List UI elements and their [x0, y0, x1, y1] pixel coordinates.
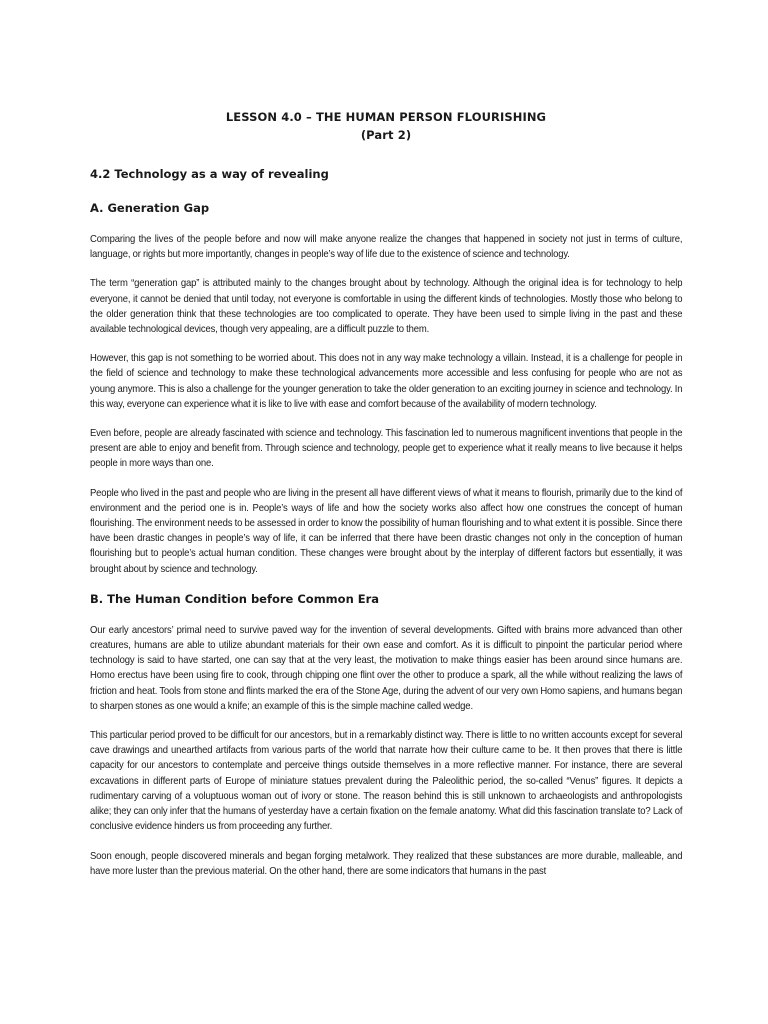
paragraph: However, this gap is not something to be worried about. This does not in any way make technology a villain. Instead, it is a challenge for people in the field of science and technology to make these technological advancements more accessible and less confusing for people who are not as young anymore. This is also a challenge for the younger generation to take the older generation to an exciting journey in science and technology. In this way, everyone can experience what it is like to live with ease and comfort because of the availability of modern technology. [90, 353, 683, 410]
paragraph: The term “generation gap” is attributed mainly to the changes brought about by technology. Although the original idea is for technology to help everyone, it cannot be denied that until today, not everyone is comfortable in using the different kinds of technologies. Mostly those who belong to the older generation think that these technologies are too complicated to operate. They have been used to simple living in the past and these available technological devices, though very appealing, are a difficult puzzle to them. [90, 278, 683, 336]
lesson-title-line2: (Part 2) [360, 128, 412, 142]
paragraph: This particular period proved to be difficult for our ancestors, but in a remarkably distinct way. There is little to no written accounts except for several cave drawings and unearthed artifacts from various parts of the world that narrate how their culture came to be. It then proves that there is little capacity for our ancestors to contemplate and perceive things outside themselves in a more reflective manner. For instance, there are several excavations in different parts of Europe of miniature statues prevalent during the Paleolithic period, the so-called “Venus” figures. It depicts a rudimentary carving of a voluptuous woman out of ivory or stone. The reason behind this is still unknown to archaeologists and anthropologists alike; they can only infer that the humans of yesterday have a certain fixation on the female anatomy. What did this fascination translate to? Lack of conclusive evidence hinders us from proceeding any further. [90, 730, 683, 833]
subsection-heading-generation-gap: A. Generation Gap [90, 201, 210, 215]
paragraph: Soon enough, people discovered minerals and began forging metalwork. They realized that these substances are more durable, malleable, and have more luster than the previous material. On the other hand, there are some indicators that humans in the past [90, 850, 683, 877]
paragraph: People who lived in the past and people who are living in the present all have different views of what it means to flourish, primarily due to the kind of environment and the period one is in. People’s ways of life and how the society works also affect how one construes the concept of human flourishing. The environment needs to be assessed in order to know the possibility of human flourishing and to what extent it is possible. Since there have been drastic changes in people’s way of life, it can be inferred that there have been drastic changes not only in the conception of human flourishing but to people’s actual human condition. These changes were brought about by the interplay of different factors but essentially, it was brought about by science and technology. [90, 487, 683, 575]
lesson-title [90, 108, 682, 144]
document-page [90, 108, 682, 893]
lesson-title-line1: LESSON 4.0 – THE HUMAN PERSON FLOURISHING [225, 110, 547, 124]
paragraph: Our early ancestors’ primal need to survive paved way for the invention of several developments. Gifted with brains more advanced than other creatures, humans are able to utilize abundant materials for their own ease and comfort. As it is difficult to pinpoint the particular period where technology is said to have started, one can say that at the very least, the motivation to make things easier has been around since humans are. Homo erectus have been using fire to cook, through chipping one flint over the other to produce a spark, all the while without realizing the laws of friction and heat. Tools from stone and flints marked the era of the Stone Age, during the advent of our very own Homo sapiens, and humans began to sharpen stones as one would a knife; an example of this is the simple machine called wedge. [90, 624, 683, 712]
paragraph: Even before, people are already fascinated with science and technology. This fascination led to numerous magnificent inventions that people in the present are able to enjoy and benefit from. Through science and technology, people get to experience what it really means to live because it helps people in more ways than one. [90, 428, 683, 470]
subsection-heading-human-condition: B. The Human Condition before Common Era [90, 591, 380, 606]
paragraph: Comparing the lives of the people before and now will make anyone realize the changes that happened in society not just in terms of culture, language, or rights but more importantly, changes in people’s way of life due to the existence of science and technology. [90, 234, 683, 261]
section-heading: 4.2 Technology as a way of revealing [90, 167, 329, 181]
